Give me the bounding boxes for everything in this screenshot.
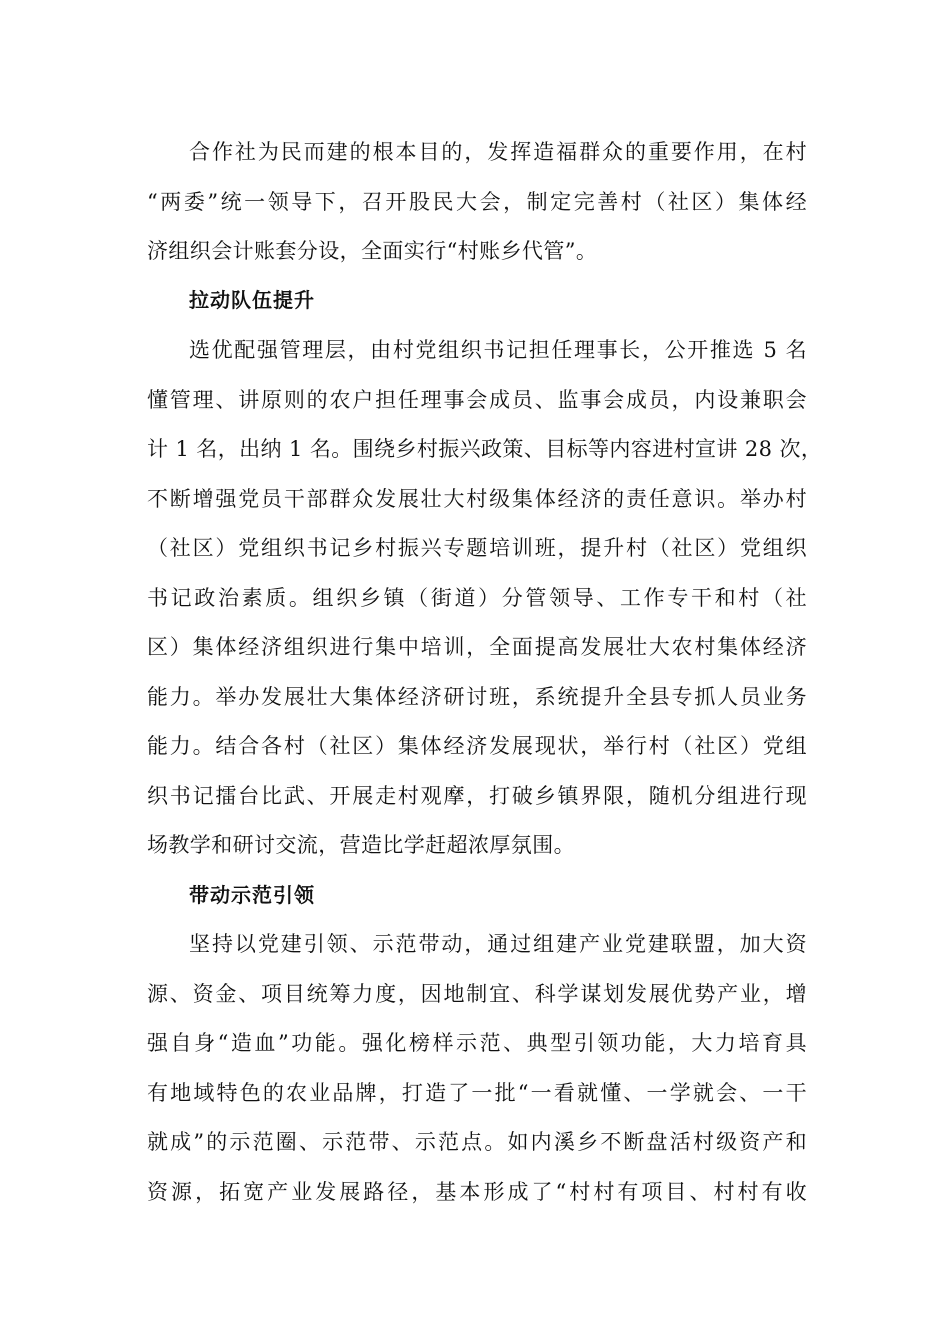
paragraph-line: 区）集体经济组织进行集中培训，全面提高发展壮大农村集体经济: [147, 635, 807, 659]
paragraph-line: 坚持以党建引领、示范带动，通过组建产业党建联盟，加大资: [189, 932, 807, 956]
paragraph-line: 就成”的示范圈、示范带、示范点。如内溪乡不断盘活村级资产和: [147, 1130, 807, 1154]
paragraph-line: 不断增强党员干部群众发展壮大村级集体经济的责任意识。举办村: [147, 487, 807, 511]
section-heading-team: 拉动队伍提升: [189, 288, 315, 312]
paragraph-line: （社区）党组织书记乡村振兴专题培训班，提升村（社区）党组织: [147, 536, 807, 560]
paragraph-line: 资源，拓宽产业发展路径，基本形成了“村村有项目、村村有收: [147, 1180, 807, 1204]
paragraph-line: 有地域特色的农业品牌，打造了一批“一看就懂、一学就会、一干: [147, 1081, 807, 1105]
section-heading-demonstration: 带动示范引领: [189, 883, 315, 907]
paragraph-line: 懂管理、讲原则的农户担任理事会成员、监事会成员，内设兼职会: [147, 388, 807, 412]
paragraph-line: 书记政治素质。组织乡镇（街道）分管领导、工作专干和村（社: [147, 586, 807, 610]
paragraph-line: 计 1 名，出纳 1 名。围绕乡村振兴政策、目标等内容进村宣讲 28 次，: [147, 437, 823, 461]
paragraph-line: “两委”统一领导下，召开股民大会，制定完善村（社区）集体经: [147, 190, 807, 214]
paragraph-line: 场教学和研讨交流，营造比学赶超浓厚氛围。: [147, 833, 575, 857]
paragraph-line: 能力。举办发展壮大集体经济研讨班，系统提升全县专抓人员业务: [147, 685, 807, 709]
paragraph-line: 源、资金、项目统筹力度，因地制宜、科学谋划发展优势产业，增: [147, 982, 807, 1006]
paragraph-line: 选优配强管理层，由村党组织书记担任理事长，公开推选 5 名: [189, 338, 807, 362]
paragraph-line: 强自身“造血”功能。强化榜样示范、典型引领功能，大力培育具: [147, 1031, 807, 1055]
paragraph-line: 织书记擂台比武、开展走村观摩，打破乡镇界限，随机分组进行现: [147, 784, 807, 808]
paragraph-line: 能力。结合各村（社区）集体经济发展现状，举行村（社区）党组: [147, 734, 807, 758]
paragraph-line: 济组织会计账套分设，全面实行“村账乡代管”。: [147, 239, 598, 263]
paragraph-line: 合作社为民而建的根本目的，发挥造福群众的重要作用，在村: [189, 140, 807, 164]
